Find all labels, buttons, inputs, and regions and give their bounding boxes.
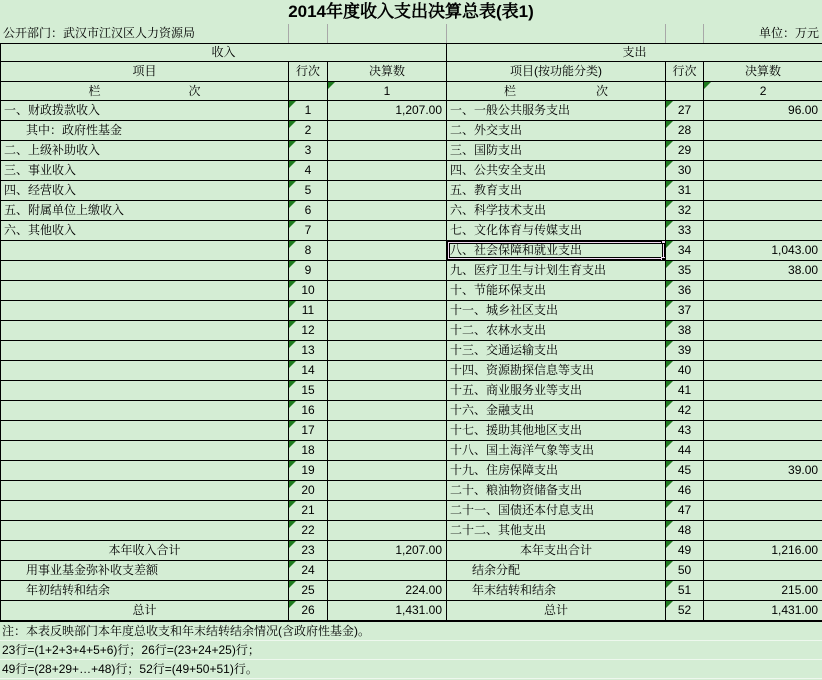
income-item-cell[interactable] <box>1 481 289 501</box>
income-line-cell[interactable]: 21 <box>289 501 328 521</box>
comment-triangle-icon <box>666 401 673 408</box>
expenditure-line-cell[interactable]: 35 <box>666 261 704 281</box>
income-item-cell[interactable] <box>1 341 289 361</box>
expenditure-item-cell[interactable]: 六、科学技术支出 <box>447 201 666 221</box>
table-row <box>1 461 822 481</box>
expenditure-amount-cell[interactable]: 1,216.00 <box>704 541 822 561</box>
comment-triangle-icon <box>666 361 673 368</box>
table-row <box>1 261 822 281</box>
gridline <box>703 24 704 43</box>
income-item-cell[interactable]: 四、经营收入 <box>1 181 289 201</box>
note-line[interactable]: 注：本表反映部门本年度总收支和年末结转结余情况(含政府性基金)。 <box>0 622 822 641</box>
income-item-header[interactable]: 项目 <box>1 62 289 82</box>
comment-triangle-icon <box>666 101 673 108</box>
income-item-cell[interactable] <box>1 381 289 401</box>
selection-handle[interactable] <box>661 241 666 245</box>
income-line-cell[interactable]: 2 <box>289 121 328 141</box>
income-amount-cell[interactable] <box>328 421 447 441</box>
expenditure-item-cell[interactable]: 二十二、其他支出 <box>447 521 666 541</box>
expenditure-line-cell[interactable]: 34 <box>666 241 704 261</box>
income-amount-cell[interactable] <box>328 401 447 421</box>
comment-triangle-icon <box>289 201 296 208</box>
table-row <box>1 241 822 261</box>
income-line-cell[interactable]: 18 <box>289 441 328 461</box>
table-row <box>1 581 822 601</box>
table-row <box>1 381 822 401</box>
income-amount-cell[interactable] <box>328 261 447 281</box>
comment-triangle-icon <box>666 481 673 488</box>
comment-triangle-icon <box>666 581 673 588</box>
income-line-cell[interactable]: 19 <box>289 461 328 481</box>
table-row <box>1 141 822 161</box>
expenditure-line-cell[interactable]: 48 <box>666 521 704 541</box>
table-row <box>1 301 822 321</box>
table-row <box>1 321 822 341</box>
expenditure-item-cell[interactable]: 八、社会保障和就业支出 <box>447 241 666 261</box>
table-row <box>1 361 822 381</box>
table-row <box>1 541 822 561</box>
income-item-cell[interactable]: 二、上级补助收入 <box>1 141 289 161</box>
note-line[interactable]: 49行=(28+29+…+48)行；52行=(49+50+51)行。 <box>0 660 822 679</box>
income-amount-cell[interactable] <box>328 321 447 341</box>
income-amount-cell[interactable] <box>328 441 447 461</box>
expenditure-item-cell[interactable]: 十一、城乡社区支出 <box>447 301 666 321</box>
comment-triangle-icon <box>289 281 296 288</box>
comment-triangle-icon <box>289 441 296 448</box>
expenditure-item-cell[interactable]: 十三、交通运输支出 <box>447 341 666 361</box>
comment-triangle-icon <box>666 341 673 348</box>
expenditure-line-cell[interactable]: 31 <box>666 181 704 201</box>
expenditure-item-cell[interactable]: 四、公共安全支出 <box>447 161 666 181</box>
lanci-left-char: 栏 <box>504 84 517 98</box>
expenditure-line-cell[interactable]: 50 <box>666 561 704 581</box>
income-line-cell[interactable]: 9 <box>289 261 328 281</box>
expenditure-line-cell[interactable]: 28 <box>666 121 704 141</box>
income-item-cell[interactable]: 年初结转和结余 <box>1 581 289 601</box>
table-row <box>1 501 822 521</box>
expenditure-section-header[interactable]: 支出 <box>447 44 822 62</box>
expenditure-amount-cell[interactable] <box>704 301 822 321</box>
lanci-right-char: 次 <box>596 84 609 98</box>
table-row <box>1 401 822 421</box>
income-line-cell[interactable]: 12 <box>289 321 328 341</box>
income-lanci-cell[interactable] <box>1 82 289 101</box>
budget-table <box>0 43 822 622</box>
comment-triangle-icon <box>666 221 673 228</box>
comment-triangle-icon <box>289 161 296 168</box>
comment-triangle-icon <box>666 281 673 288</box>
expenditure-amount-cell[interactable] <box>704 501 822 521</box>
expenditure-amount-header[interactable]: 决算数 <box>704 62 822 82</box>
income-line-cell[interactable]: 1 <box>289 101 328 121</box>
income-item-cell[interactable] <box>1 241 289 261</box>
income-line-cell[interactable]: 10 <box>289 281 328 301</box>
comment-triangle-icon <box>666 181 673 188</box>
expenditure-amount-cell[interactable] <box>704 141 822 161</box>
expenditure-amount-cell[interactable]: 39.00 <box>704 461 822 481</box>
income-amount-cell[interactable] <box>328 561 447 581</box>
income-line-cell[interactable]: 14 <box>289 361 328 381</box>
expenditure-item-cell[interactable]: 十七、援助其他地区支出 <box>447 421 666 441</box>
comment-triangle-icon <box>289 601 296 608</box>
income-line-cell[interactable]: 24 <box>289 561 328 581</box>
expenditure-item-cell[interactable]: 三、国防支出 <box>447 141 666 161</box>
table-row <box>1 101 822 121</box>
expenditure-amount-cell[interactable]: 38.00 <box>704 261 822 281</box>
expenditure-amount-cell[interactable] <box>704 121 822 141</box>
expenditure-amount-cell[interactable] <box>704 481 822 501</box>
income-item-cell[interactable] <box>1 301 289 321</box>
income-amount-cell[interactable] <box>328 241 447 261</box>
table-row <box>1 601 822 622</box>
income-amount-cell[interactable]: 1,431.00 <box>328 601 447 622</box>
expenditure-item-header[interactable]: 项目(按功能分类) <box>447 62 666 82</box>
table-row <box>1 281 822 301</box>
comment-triangle-icon <box>666 201 673 208</box>
expenditure-line-cell[interactable]: 32 <box>666 201 704 221</box>
section-header-row <box>1 44 822 62</box>
income-line-cell[interactable]: 23 <box>289 541 328 561</box>
income-amount-cell[interactable] <box>328 181 447 201</box>
income-item-cell[interactable] <box>1 321 289 341</box>
table-row <box>1 181 822 201</box>
lanci-right-char: 次 <box>188 84 201 98</box>
income-amount-cell[interactable] <box>328 361 447 381</box>
comment-triangle-icon <box>328 82 335 89</box>
expenditure-amount-cell[interactable] <box>704 401 822 421</box>
expenditure-item-cell[interactable]: 七、文化体育与传媒支出 <box>447 221 666 241</box>
lanci-left-char: 栏 <box>88 84 101 98</box>
comment-triangle-icon <box>289 421 296 428</box>
expenditure-line-cell[interactable]: 47 <box>666 501 704 521</box>
comment-triangle-icon <box>666 321 673 328</box>
comment-triangle-icon <box>666 541 673 548</box>
income-amount-header[interactable]: 决算数 <box>328 62 447 82</box>
gridline <box>665 24 666 43</box>
comment-triangle-icon <box>666 421 673 428</box>
income-amount-cell[interactable] <box>328 141 447 161</box>
gridline <box>288 24 289 43</box>
expenditure-amount-cell[interactable]: 1,043.00 <box>704 241 822 261</box>
income-amount-cell[interactable]: 224.00 <box>328 581 447 601</box>
expenditure-lanci-cell[interactable] <box>447 82 666 101</box>
table-row <box>1 201 822 221</box>
expenditure-lanci-line-cell[interactable] <box>666 82 704 101</box>
income-item-cell[interactable]: 三、事业收入 <box>1 161 289 181</box>
expenditure-line-cell[interactable]: 42 <box>666 401 704 421</box>
expenditure-amount-cell[interactable] <box>704 281 822 301</box>
income-amount-cell[interactable] <box>328 461 447 481</box>
comment-triangle-icon <box>289 181 296 188</box>
expenditure-item-cell[interactable]: 一、一般公共服务支出 <box>447 101 666 121</box>
page-title[interactable]: 2014年度收入支出决算总表(表1) <box>288 2 534 21</box>
department-label[interactable]: 公开部门：武汉市江汉区人力资源局 <box>3 26 196 40</box>
comment-triangle-icon <box>289 581 296 588</box>
income-line-cell[interactable]: 25 <box>289 581 328 601</box>
income-item-cell[interactable]: 用事业基金弥补收支差额 <box>1 561 289 581</box>
expenditure-column-number: 2 <box>759 84 767 98</box>
expenditure-line-cell[interactable]: 39 <box>666 341 704 361</box>
expenditure-amount-cell[interactable] <box>704 441 822 461</box>
expenditure-item-cell[interactable]: 结余分配 <box>447 561 666 581</box>
expenditure-amount-cell[interactable] <box>704 201 822 221</box>
expenditure-amount-cell[interactable]: 1,431.00 <box>704 601 822 622</box>
expenditure-line-header[interactable]: 行次 <box>666 62 704 82</box>
comment-triangle-icon <box>289 461 296 468</box>
income-item-cell[interactable]: 六、其他收入 <box>1 221 289 241</box>
income-item-cell[interactable] <box>1 461 289 481</box>
expenditure-item-cell[interactable]: 十九、住房保障支出 <box>447 461 666 481</box>
comment-triangle-icon <box>289 101 296 108</box>
expenditure-item-cell[interactable]: 九、医疗卫生与计划生育支出 <box>447 261 666 281</box>
income-amount-cell[interactable] <box>328 161 447 181</box>
income-amount-cell[interactable] <box>328 381 447 401</box>
expenditure-line-cell[interactable]: 52 <box>666 601 704 622</box>
income-item-cell[interactable]: 总计 <box>1 601 289 622</box>
comment-triangle-icon <box>289 401 296 408</box>
expenditure-line-cell[interactable]: 51 <box>666 581 704 601</box>
income-amount-cell[interactable] <box>328 281 447 301</box>
note-line[interactable]: 23行=(1+2+3+4+5+6)行；26行=(23+24+25)行； <box>0 641 822 660</box>
comment-triangle-icon <box>666 601 673 608</box>
expenditure-item-cell[interactable]: 十八、国土海洋气象等支出 <box>447 441 666 461</box>
expenditure-amount-cell[interactable] <box>704 181 822 201</box>
footer-notes <box>0 622 822 679</box>
comment-triangle-icon <box>289 241 296 248</box>
income-line-cell[interactable]: 7 <box>289 221 328 241</box>
comment-triangle-icon <box>666 461 673 468</box>
income-item-cell[interactable] <box>1 261 289 281</box>
meta-row <box>0 24 822 43</box>
expenditure-line-cell[interactable]: 27 <box>666 101 704 121</box>
comment-triangle-icon <box>666 261 673 268</box>
income-item-cell[interactable] <box>1 361 289 381</box>
income-line-cell[interactable]: 4 <box>289 161 328 181</box>
comment-triangle-icon <box>289 481 296 488</box>
comment-triangle-icon <box>289 141 296 148</box>
table-row <box>1 161 822 181</box>
unit-label[interactable]: 单位：万元 <box>758 26 819 40</box>
expenditure-item-cell[interactable]: 年末结转和结余 <box>447 581 666 601</box>
comment-triangle-icon <box>289 541 296 548</box>
income-amount-cell[interactable] <box>328 341 447 361</box>
comment-triangle-icon <box>666 521 673 528</box>
income-amount-cell[interactable] <box>328 221 447 241</box>
expenditure-line-cell[interactable]: 45 <box>666 461 704 481</box>
expenditure-amount-cell[interactable] <box>704 381 822 401</box>
comment-triangle-icon <box>666 121 673 128</box>
expenditure-line-cell[interactable]: 37 <box>666 301 704 321</box>
comment-triangle-icon <box>666 441 673 448</box>
expenditure-line-cell[interactable]: 30 <box>666 161 704 181</box>
income-column-number: 1 <box>383 84 391 98</box>
income-item-cell[interactable]: 本年收入合计 <box>1 541 289 561</box>
expenditure-line-cell[interactable]: 29 <box>666 141 704 161</box>
income-line-cell[interactable]: 26 <box>289 601 328 622</box>
comment-triangle-icon <box>666 381 673 388</box>
column-index-row <box>1 82 822 101</box>
table-row <box>1 561 822 581</box>
expenditure-amount-cell[interactable] <box>704 221 822 241</box>
income-amount-cell[interactable] <box>328 481 447 501</box>
income-section-header[interactable]: 收入 <box>1 44 447 62</box>
expenditure-amount-cell[interactable] <box>704 421 822 441</box>
expenditure-item-cell[interactable]: 十二、农林水支出 <box>447 321 666 341</box>
expenditure-amount-cell[interactable] <box>704 521 822 541</box>
income-amount-cell[interactable]: 1,207.00 <box>328 101 447 121</box>
income-item-cell[interactable] <box>1 501 289 521</box>
table-row <box>1 221 822 241</box>
expenditure-item-cell[interactable]: 二十、粮油物资储备支出 <box>447 481 666 501</box>
expenditure-amount-cell[interactable]: 215.00 <box>704 581 822 601</box>
income-item-cell[interactable]: 其中：政府性基金 <box>1 121 289 141</box>
income-amount-cell[interactable] <box>328 521 447 541</box>
table-row <box>1 521 822 541</box>
income-item-cell[interactable] <box>1 421 289 441</box>
gridline <box>327 24 328 43</box>
gridline <box>446 24 447 43</box>
expenditure-item-cell[interactable]: 本年支出合计 <box>447 541 666 561</box>
income-lanci-line-cell[interactable] <box>289 82 328 101</box>
expenditure-line-cell[interactable]: 36 <box>666 281 704 301</box>
expenditure-line-cell[interactable]: 38 <box>666 321 704 341</box>
comment-triangle-icon <box>289 221 296 228</box>
income-amount-cell[interactable] <box>328 121 447 141</box>
expenditure-amount-cell[interactable] <box>704 361 822 381</box>
comment-triangle-icon <box>289 121 296 128</box>
comment-triangle-icon <box>666 301 673 308</box>
expenditure-amount-cell[interactable] <box>704 321 822 341</box>
comment-triangle-icon <box>666 561 673 568</box>
income-item-cell[interactable] <box>1 281 289 301</box>
income-line-cell[interactable]: 15 <box>289 381 328 401</box>
income-line-header[interactable]: 行次 <box>289 62 328 82</box>
table-row <box>1 441 822 461</box>
income-line-cell[interactable]: 22 <box>289 521 328 541</box>
expenditure-line-cell[interactable]: 46 <box>666 481 704 501</box>
expenditure-amount-cell[interactable] <box>704 161 822 181</box>
comment-triangle-icon <box>704 82 711 89</box>
expenditure-line-cell[interactable]: 44 <box>666 441 704 461</box>
income-line-cell[interactable]: 6 <box>289 201 328 221</box>
table-row <box>1 421 822 441</box>
income-line-cell[interactable]: 11 <box>289 301 328 321</box>
comment-triangle-icon <box>289 261 296 268</box>
table-row <box>1 341 822 361</box>
comment-triangle-icon <box>289 301 296 308</box>
comment-triangle-icon <box>666 501 673 508</box>
comment-triangle-icon <box>289 321 296 328</box>
income-amount-cell[interactable] <box>328 501 447 521</box>
income-item-cell[interactable] <box>1 521 289 541</box>
comment-triangle-icon <box>289 501 296 508</box>
comment-triangle-icon <box>666 161 673 168</box>
income-line-cell[interactable]: 13 <box>289 341 328 361</box>
expenditure-item-cell[interactable]: 二十一、国债还本付息支出 <box>447 501 666 521</box>
comment-triangle-icon <box>666 241 673 248</box>
income-line-cell[interactable]: 17 <box>289 421 328 441</box>
comment-triangle-icon <box>289 561 296 568</box>
expenditure-item-cell[interactable]: 十、节能环保支出 <box>447 281 666 301</box>
comment-triangle-icon <box>289 521 296 528</box>
income-item-cell[interactable] <box>1 401 289 421</box>
income-item-cell[interactable]: 一、财政拨款收入 <box>1 101 289 121</box>
expenditure-item-cell[interactable]: 总计 <box>447 601 666 622</box>
expenditure-amount-cell[interactable]: 96.00 <box>704 101 822 121</box>
expenditure-item-cell[interactable]: 十五、商业服务业等支出 <box>447 381 666 401</box>
income-amount-cell[interactable] <box>328 301 447 321</box>
income-line-cell[interactable]: 8 <box>289 241 328 261</box>
expenditure-amount-cell[interactable] <box>704 341 822 361</box>
expenditure-line-cell[interactable]: 41 <box>666 381 704 401</box>
expenditure-item-cell[interactable]: 十六、金融支出 <box>447 401 666 421</box>
income-line-cell[interactable]: 3 <box>289 141 328 161</box>
comment-triangle-icon <box>289 361 296 368</box>
comment-triangle-icon <box>666 141 673 148</box>
income-line-cell[interactable]: 16 <box>289 401 328 421</box>
expenditure-item-cell[interactable]: 二、外交支出 <box>447 121 666 141</box>
expenditure-line-cell[interactable]: 33 <box>666 221 704 241</box>
expenditure-amount-cell[interactable] <box>704 561 822 581</box>
expenditure-line-cell[interactable]: 49 <box>666 541 704 561</box>
income-item-cell[interactable]: 五、附属单位上缴收入 <box>1 201 289 221</box>
expenditure-item-cell[interactable]: 五、教育支出 <box>447 181 666 201</box>
table-row <box>1 481 822 501</box>
table-row <box>1 121 822 141</box>
expenditure-line-cell[interactable]: 43 <box>666 421 704 441</box>
expenditure-line-cell[interactable]: 40 <box>666 361 704 381</box>
expenditure-column-number-cell[interactable] <box>704 82 822 101</box>
income-line-cell[interactable]: 20 <box>289 481 328 501</box>
income-column-number-cell[interactable] <box>328 82 447 101</box>
income-item-cell[interactable] <box>1 441 289 461</box>
comment-triangle-icon <box>289 381 296 388</box>
income-amount-cell[interactable]: 1,207.00 <box>328 541 447 561</box>
expenditure-item-cell[interactable]: 十四、资源勘探信息等支出 <box>447 361 666 381</box>
column-header-row <box>1 62 822 82</box>
income-amount-cell[interactable] <box>328 201 447 221</box>
selection-handle[interactable] <box>661 257 666 261</box>
comment-triangle-icon <box>289 341 296 348</box>
income-line-cell[interactable]: 5 <box>289 181 328 201</box>
